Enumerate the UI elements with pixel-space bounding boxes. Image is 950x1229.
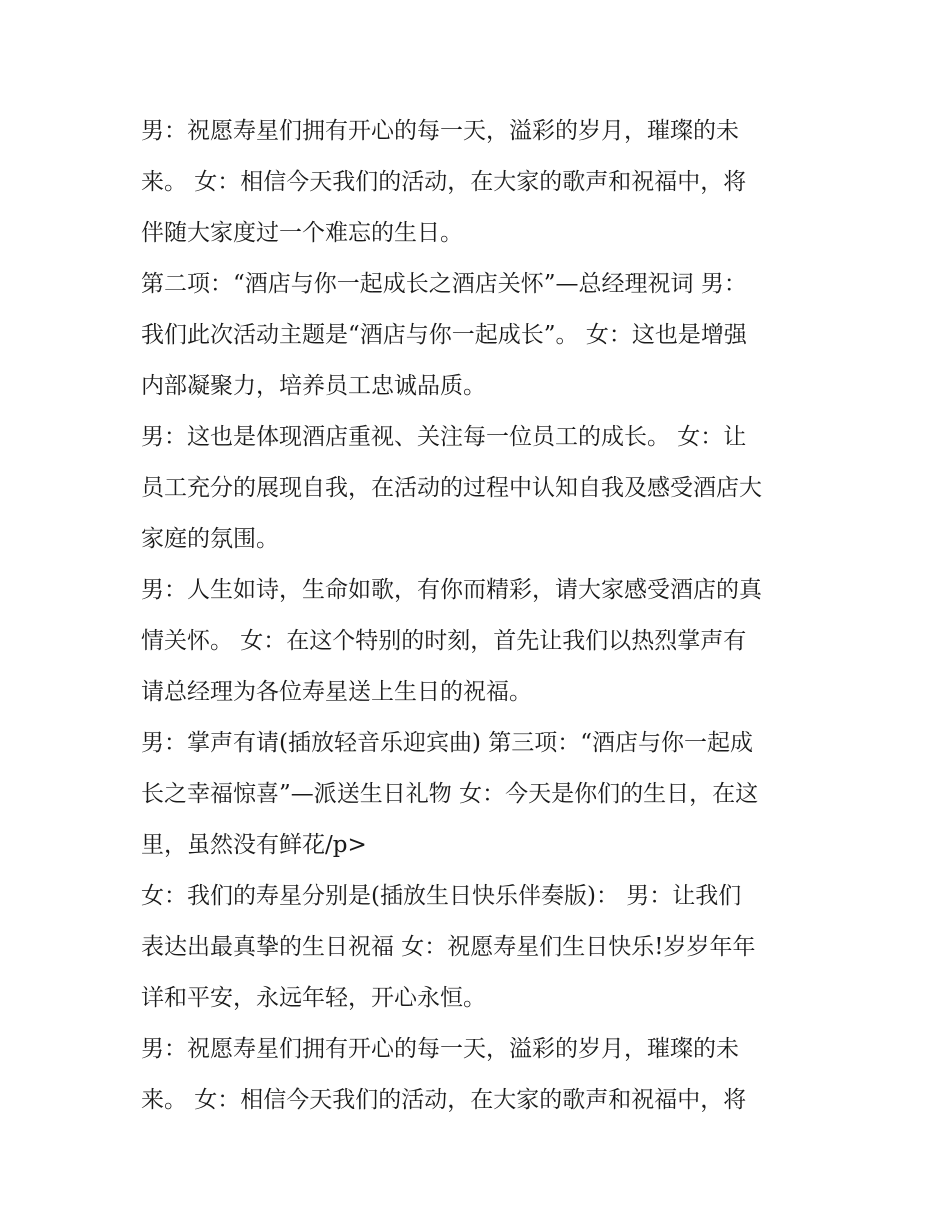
text-line: 来。 女：相信今天我们的活动，在大家的歌声和祝福中，将	[141, 169, 747, 195]
text-line: 第二项：“酒店与你一起成长之酒店关怀”—总经理祝词 男：	[141, 271, 747, 297]
text-line: 男：祝愿寿星们拥有开心的每一天，溢彩的岁月，璀璨的未	[141, 118, 739, 144]
text-line: 伴随大家度过一个难忘的生日。	[141, 220, 463, 246]
text-line: 我们此次活动主题是“酒店与你一起成长”。 女：这也是增强	[141, 322, 747, 348]
text-line: 女：我们的寿星分别是(插放生日快乐伴奏版)： 男：让我们	[141, 883, 742, 909]
text-line: 里，虽然没有鲜花/p>	[141, 832, 367, 858]
text-line: 长之幸福惊喜”—派送生日礼物 女：今天是你们的生日，在这	[141, 781, 759, 807]
text-line: 内部凝聚力，培养员工忠诚品质。	[141, 373, 486, 399]
text-line: 家庭的氛围。	[141, 526, 279, 552]
text-line: 员工充分的展现自我，在活动的过程中认知自我及感受酒店大	[141, 475, 762, 501]
text-line: 表达出最真挚的生日祝福 女：祝愿寿星们生日快乐!岁岁年年	[141, 934, 756, 960]
body-text	[141, 106, 831, 1126]
text-line: 男：祝愿寿星们拥有开心的每一天，溢彩的岁月，璀璨的未	[141, 1036, 739, 1062]
text-line: 男：人生如诗，生命如歌，有你而精彩，请大家感受酒店的真	[141, 577, 762, 603]
text-line: 情关怀。 女：在这个特别的时刻，首先让我们以热烈掌声有	[141, 628, 747, 654]
text-line: 请总经理为各位寿星送上生日的祝福。	[141, 679, 532, 705]
text-line: 来。 女：相信今天我们的活动，在大家的歌声和祝福中，将	[141, 1087, 747, 1113]
text-line: 男：这也是体现酒店重视、关注每一位员工的成长。 女：让	[141, 424, 747, 450]
text-line: 详和平安，永远年轻，开心永恒。	[141, 985, 486, 1011]
text-line: 男：掌声有请(插放轻音乐迎宾曲) 第三项：“酒店与你一起成	[141, 730, 754, 756]
